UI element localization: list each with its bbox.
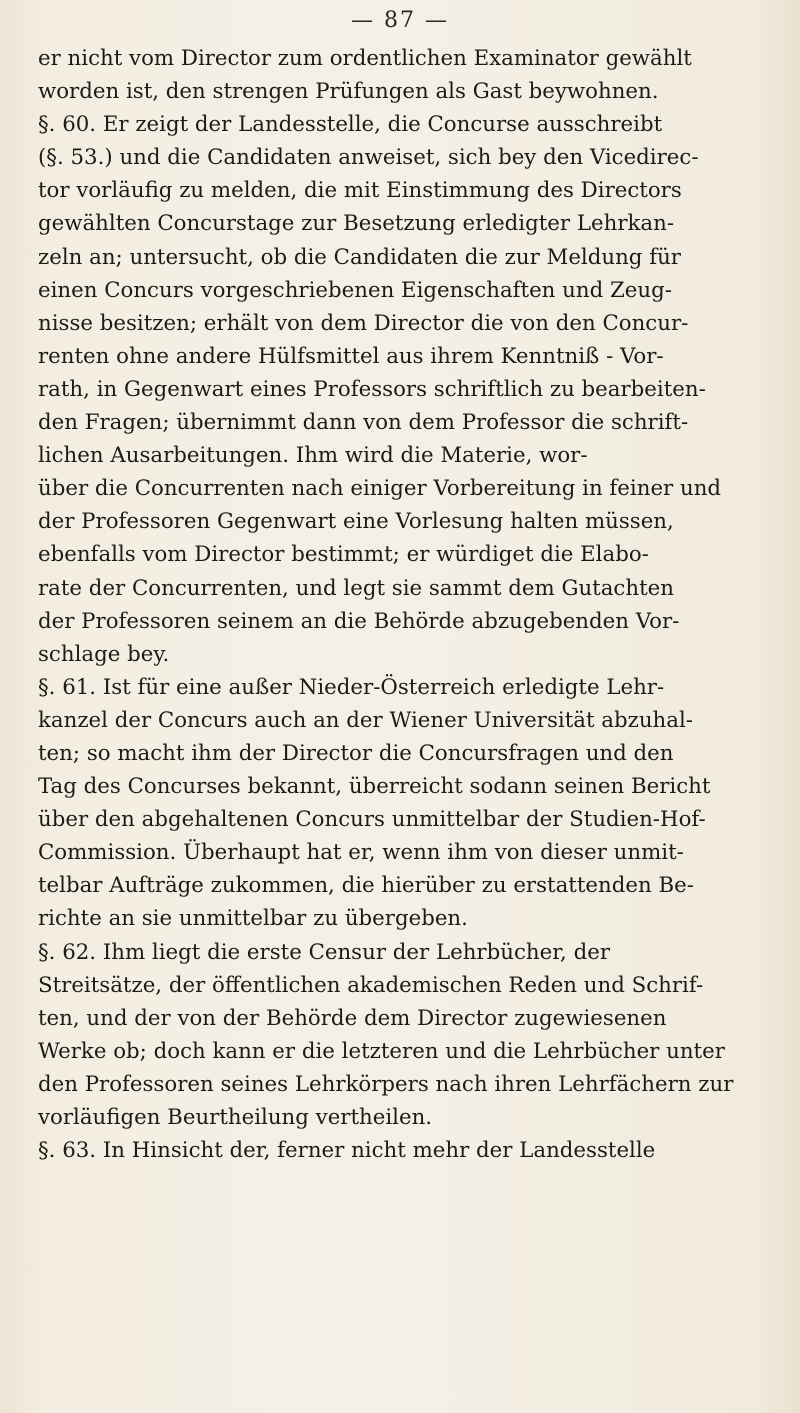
text-line: ten, und der von der Behörde dem Director zugewiesenen xyxy=(38,1005,667,1031)
text-line: kanzel der Concurs auch an der Wiener Universität abzuhal- xyxy=(38,707,693,733)
text-line: Tag des Concurses bekannt, überreicht sodann seinen Bericht xyxy=(38,774,711,800)
text-line: renten ohne andere Hülfsmittel aus ihrem Kenntniß - Vor- xyxy=(38,343,664,369)
text-line: den Fragen; übernimmt dann von dem Professor die schrift- xyxy=(38,410,689,436)
text-line: einen Concurs vorgeschriebenen Eigenschaften und Zeug- xyxy=(38,277,672,303)
page-body-text xyxy=(38,42,760,1167)
text-line: gewählten Concurstage zur Besetzung erledigter Lehrkan- xyxy=(38,211,675,237)
text-line: nisse besitzen; erhält von dem Director die von den Concur- xyxy=(38,310,689,336)
text-line: vorläufigen Beurtheilung vertheilen. xyxy=(38,1105,433,1130)
text-line: rath, in Gegenwart eines Professors schriftlich zu bearbeiten- xyxy=(38,376,706,402)
text-line: ten; so macht ihm der Director die Concursfragen und den xyxy=(38,740,674,766)
text-line: (§. 53.) und die Candidaten anweiset, sich bey den Vicedirec- xyxy=(38,145,699,171)
text-line: der Professoren Gegenwart eine Vorlesung halten müssen, xyxy=(38,509,674,535)
text-line: tor vorläufig zu melden, die mit Einstimmung des Directors xyxy=(38,178,682,204)
text-line: §. 61. Ist für eine außer Nieder-Österreich erledigte Lehr- xyxy=(38,674,665,700)
text-line: Commission. Überhaupt hat er, wenn ihm von dieser unmit- xyxy=(38,840,684,866)
text-line: über den abgehaltenen Concurs unmittelbar der Studien-Hof- xyxy=(38,807,706,833)
text-line: den Professoren seines Lehrkörpers nach ihren Lehrfächern zur xyxy=(38,1071,734,1097)
text-line: richte an sie unmittelbar zu übergeben. xyxy=(38,906,468,932)
text-line: über die Concurrenten nach einiger Vorbereitung in feiner und xyxy=(38,476,722,502)
text-line: Werke ob; doch kann er die letzteren und die Lehrbücher unter xyxy=(38,1038,725,1064)
text-line: ebenfalls vom Director bestimmt; er würdiget die Elabo- xyxy=(38,542,649,568)
text-line: er nicht vom Director zum ordentlichen Examinator gewählt xyxy=(38,46,692,71)
text-line: schlage bey. xyxy=(38,641,170,667)
text-line: §. 63. In Hinsicht der, ferner nicht mehr der Landesstelle xyxy=(38,1138,656,1164)
text-line: zeln an; untersucht, ob die Candidaten die zur Meldung für xyxy=(38,244,681,270)
text-line: lichen Ausarbeitungen. Ihm wird die Materie, wor- xyxy=(38,443,588,469)
text-line: §. 62. Ihm liegt die erste Censur der Lehrbücher, der xyxy=(38,939,610,965)
page-number-header: — 87 — xyxy=(351,8,449,33)
text-line: telbar Aufträge zukommen, die hierüber zu erstattenden Be- xyxy=(38,873,694,899)
text-line: der Professoren seinem an die Behörde abzugebenden Vor- xyxy=(38,608,680,634)
text-line: §. 60. Er zeigt der Landesstelle, die Concurse ausschreibt xyxy=(38,112,663,138)
text-line: rate der Concurrenten, und legt sie sammt dem Gutachten xyxy=(38,575,674,601)
text-line: worden ist, den strengen Prüfungen als Gast beywohnen. xyxy=(38,79,659,105)
text-line: Streitsätze, der öffentlichen akademischen Reden und Schrif- xyxy=(38,972,704,998)
